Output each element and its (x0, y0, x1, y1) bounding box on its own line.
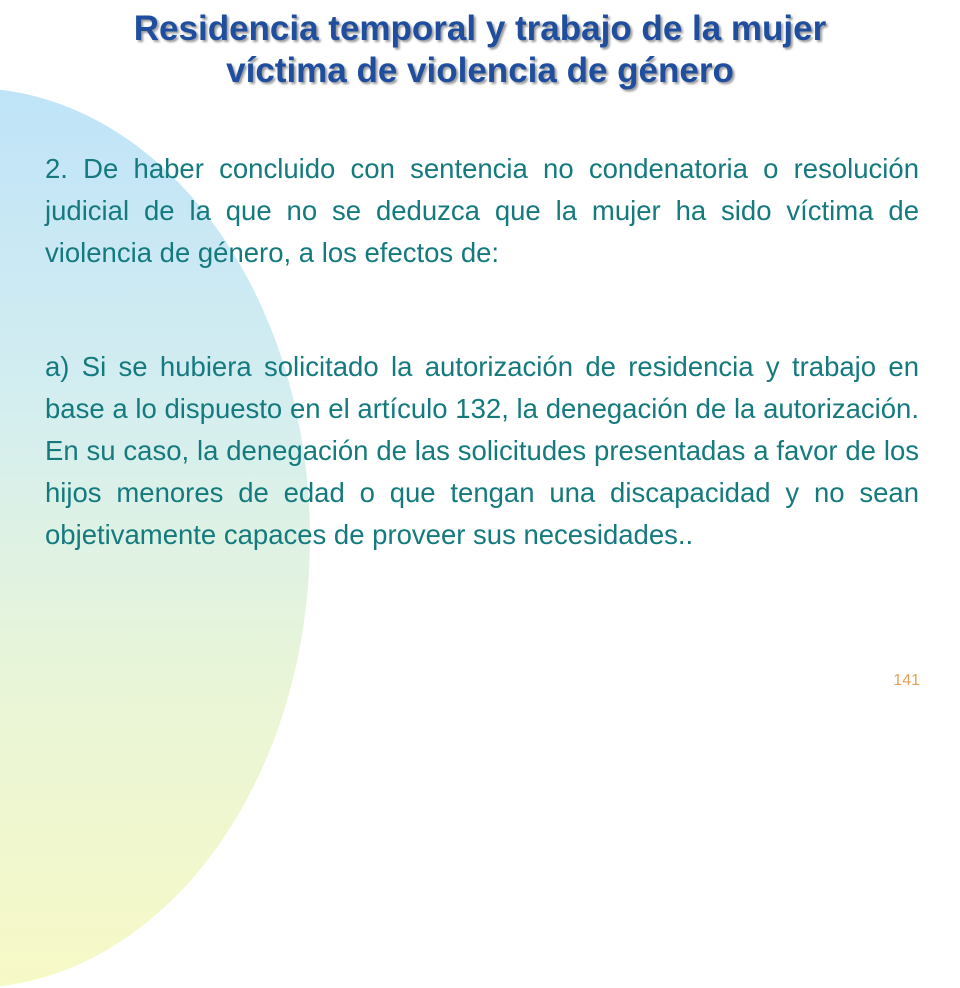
slide-number: 141 (893, 672, 920, 689)
slide-title-line-1: Residencia temporal y trabajo de la mujer (133, 9, 827, 48)
body-paragraph-1: 2. De haber concluido con sentencia no condenatoria o resolución judicial de la que no se deduzca que la mujer ha sido víctima de violencia de género, a los efectos de: (45, 153, 919, 268)
slide-title-line-2: víctima de violencia de género (226, 51, 734, 90)
body-paragraph-2: a) Si se hubiera solicitado la autorización de residencia y trabajo en base a lo dispuesto en el artículo 132, la denegación de la autorización. En su caso, la denegación de las solicitudes presentadas a favor de los hijos menores de edad o que tengan una discapacidad y no sean objetivamente capaces de proveer sus necesidades.. (45, 351, 919, 550)
slide-title (20, 8, 940, 92)
